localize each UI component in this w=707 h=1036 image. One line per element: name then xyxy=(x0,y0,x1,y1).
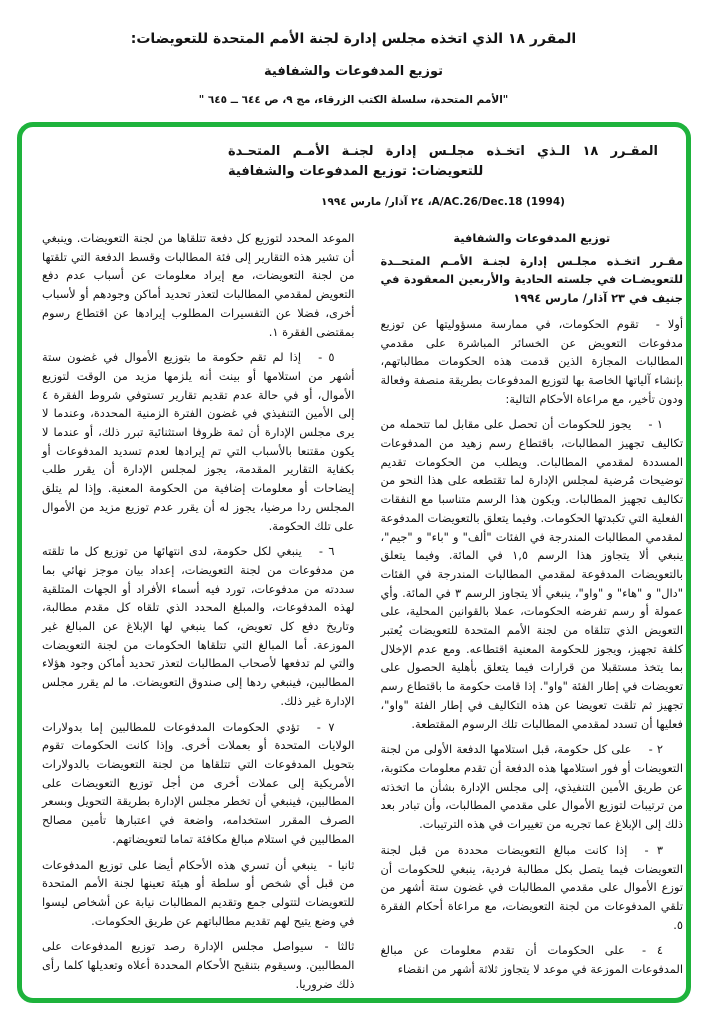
paragraph-text: سيواصل مجلس الإدارة رصد توزيع المدفوعات على المطالبين. وسيقوم بتنقيح الأحكام المحددة أعلاه وتعديلها كلما رأى ذلك ضروريا. xyxy=(42,939,355,991)
section-heading: توزيع المدفوعات والشفافية xyxy=(453,231,611,245)
paragraph-7 xyxy=(42,718,354,849)
paragraph-1 xyxy=(380,415,683,733)
paragraph-text: يجوز للحكومات أن تحصل على مقابل لما تتحمله من تكاليف تجهيز المطالبات، باقتطاع رسم زهيد من المدفوعات المسددة لمقدمي المطالبات. ويطلب من الحكومات تقديم توضيحات مُرضية لمجلس الإدارة لما تقتطعه على هذا النحو من تكاليف تجهيز المطالبات. ويكون هذا الرسم متناسبا مع النفقات الفعلية التي تكبدتها الحكومات. وفيما يتعلق بالتعويضات المدفوعة لمقدمي المطالبات المندرجة في الفئات "ألف" و "باء" و "جيم"، ينبغي ألا يتجاوز هذا الرسم ١,٥ في المائة. وفيما يتعلق بالتعويضات المدفوعة لمقدمي المطالبات المندرجة في الفئات "دال" و "هاء" و "واو"، ينبغي ألا يتجاوز الرسم ٣ في المائة. وأي عمولة أو رسم تفرضه الحكومات، عملا بالقوانين المحلية، على التعويض الذي تتلقاه من لجنة الأمم المتحدة للتعويضات يُعتبر كلفة تجهيز، ويجوز للحكومة المعنية اقتطاعه. ومع عدم الإخلال بما يتخذ مستقبلا من قرارات فيما يتعلق بأهلية الحصول على تعويضات في إطار الفئة "واو". إذا قامت حكومة ما باقتطاع رسم تجهيز ثم تلقت تعويضا عن هذه التكاليف في إطار الفئة "واو"، فعليها أن تسدد لمقدمي المطالبات تلك الرسوم المقتطعة. xyxy=(380,417,683,731)
document-reference: A/AC.26/Dec.18 (1994)، ٢٤ آذار/ مارس ١٩٩٤ xyxy=(321,196,565,208)
paragraph-number: ٦ - xyxy=(318,544,335,559)
paragraph-number: ١ - xyxy=(648,417,663,432)
paragraph-text: تقوم الحكومات، في ممارسة مسؤوليتها عن توزيع مدفوعات التعويض عن الخسائر المباشرة على مقدمي المطالبات المجازة الذين قدمت هذه الحكومات مطالباتهم، بإنشاء آلياتها الخاصة بها لتوزيع المدفوعات بطريقة منصفة وفعالة ودون تأخير، مع مراعاة الأحكام التالية: xyxy=(380,316,683,406)
paragraph-third xyxy=(42,937,354,993)
paragraph-number: ثانيا - xyxy=(328,857,355,872)
document-columns xyxy=(22,229,686,1000)
page-title: المقرر ١٨ الذي اتخذه مجلس إدارة لجنة الأمم المتحدة للتعويضات: xyxy=(130,31,577,47)
paragraph-text: ينبغي أن تسري هذه الأحكام أيضا على توزيع المدفوعات من قبل أي شخص أو سلطة أو هيئة تعينها لجنة الأمم المتحدة للتعويضات لتتولى جمع وتقديم المطالبات نيابة عن أشخاص ليسوا في وضع يتيح لهم تقديم مطالباتهم عن طريق الحكومات. xyxy=(42,857,355,928)
paragraph-number: ٣ - xyxy=(644,842,663,857)
paragraph-text: على كل حكومة، قبل استلامها الدفعة الأولى من لجنة التعويضات أو فور استلامها هذه الدفعة أن تقدم معلومات مكتوبة، عن طريق الأمين التنفيذي، إلى مجلس الإدارة بشأن ما اتخذته من ترتيبات لتوزيع الأموال على مقدمي المطالبات، وأن تبادر بعد ذلك إلى الإبلاغ عما تجريه من تغييرات في هذه الترتيبات. xyxy=(380,742,683,832)
preamble-paragraph: مقـرر اتخـذه مجلـس إدارة لجنـة الأمـم المتحــدة للتعويضـات في جلسته الحادية والأربعين المعقودة في جنيف في ٢٣ آذار/ مارس ١٩٩٤ xyxy=(380,253,683,306)
paragraph-4 xyxy=(380,941,683,978)
paragraph-second xyxy=(42,856,354,931)
paragraph-text: على الحكومات أن تقدم معلومات عن مبالغ المدفوعات الموزعة في موعد لا يتجاوز ثلاثة أشهر من انقضاء xyxy=(380,943,683,977)
document-title-line1: المقـرر ١٨ الـذي اتخـذه مجلـس إدارة لجنـة الأمـم المتحـدة xyxy=(228,144,658,159)
paragraph-5 xyxy=(42,348,354,535)
paragraph-number: ٤ - xyxy=(641,943,663,958)
paragraph-2 xyxy=(380,740,683,834)
paragraph-number: ثالثا - xyxy=(324,939,355,954)
paragraph-3 xyxy=(380,841,683,935)
paragraph-text: إذا لم تقم حكومة ما بتوزيع الأموال في غضون ستة أشهر من استلامها أو بينت أنه يلزمها مزيد من الوقت لتوزيع الأموال، أو في حالة عدم تقديم تقارير تستوفي شروط الفقرة ٤ إلى الأمين التنفيذي في غضون الفترة الزمنية المحددة، وعندما لا يرى مجلس الإدارة أن ثمة ظروفا استثنائية تبرر ذلك، أو عندما لا يكون مقتنعا بالأسباب التي تم إيرادها لعدم تسديد المدفوعات أو بكفاية التقارير المقدمة، يجوز لمجلس الإدارة أن يقرر طلب إيضاحات أو معلومات إضافية من الحكومة المعنية. وإذا لم يتلق المجلس ردا مرضيا، يجوز له أن يقرر عدم توزيع مزيد من الأموال على تلك الحكومة. xyxy=(42,350,355,533)
page-subtitle: توزيع المدفوعات والشفافية xyxy=(264,64,443,79)
paragraph-text: تؤدي الحكومات المدفوعات للمطالبين إما بدولارات الولايات المتحدة أو بعملات أخرى. وإذا كانت الحكومات تقوم بتحويل المدفوعات التي تتلقاها من لجنة التعويضات بالدولارات الأمريكية إلى عملات أخرى من أجل توزيع التعويضات على المطالبين، فينبغي أن تخطر مجلس الإدارة بطريقة التحويل وبسعر الصرف المقرر استخدامه، واضعة في اعتبارها تأمين مصالح المطالبين في استلام مبالغ مكافئة تماما لتعويضاتهم. xyxy=(42,719,355,846)
paragraph-number: ٢ - xyxy=(648,742,663,757)
document-header xyxy=(228,143,658,208)
paragraph-6 xyxy=(42,542,354,710)
document-title-line2: للتعويضات: توزيع المدفوعات والشفافية xyxy=(228,164,484,179)
paragraph-text: ينبغي لكل حكومة، لدى انتهائها من توزيع كل ما تلقته من مدفوعات من لجنة التعويضات، إعداد بيان موجز نهائي بما سددته من مدفوعات، تورد فيه أسماء الأفراد أو الجهات المتلقية لهذه المدفوعات، والمبلغ المحدد الذي تلقاه كل مقدم مطالبة، وتاريخ دفع كل تعويض، كما ينبغي لها الإبلاغ عن المبالغ غير الموزعة. أما المبالغ التي تتلقاها الحكومات من لجنة التعويضات والتي لم تدفعها لأصحاب المطالبات لتعذر تحديد أماكن وجود هؤلاء المطالبين، فينبغي ردها إلى صندوق التعويضات. ما لم يقرر مجلس الإدارة غير ذلك. xyxy=(42,544,355,708)
continuation-paragraph: الموعد المحدد لتوزيع كل دفعة تتلقاها من لجنة التعويضات. وينبغي أن تشير هذه التقارير إلى فئة المطالبات وقسط الدفعة التي تلقتها من لجنة التعويضات، مع إيراد معلومات عن أسباب عدم دفع التعويض لمقدمي المطالبات لتعذر تحديد أماكن وجودهم أو لأسباب أخرى، فضلا عن التفسيرات المطلوب إيرادها عن اقتطاع رسوم بمقتضى الفقرة ١. xyxy=(42,231,355,339)
paragraph-number: ٧ - xyxy=(316,719,335,734)
paragraph-first xyxy=(380,315,683,409)
document-frame xyxy=(17,122,691,1003)
column-right xyxy=(380,229,683,1000)
page-header xyxy=(0,0,707,107)
page-source-citation: "الأمم المتحدة، سلسلة الكتب الزرقاء، مج ٩، ص ٦٤٤ ــ ٦٤٥ " xyxy=(198,94,509,106)
paragraph-number: ٥ - xyxy=(318,350,335,365)
column-left xyxy=(42,229,354,1000)
paragraph-number: أولا - xyxy=(655,316,683,331)
paragraph-text: إذا كانت مبالغ التعويضات محددة من قبل لجنة التعويضات فيما يتصل بكل مطالبة فردية، ينبغي للحكومات أن توزع الأموال على مقدمي المطالبات في غضون ستة أشهر من تلقي المدفوعات من لجنة التعويضات، مع مراعاة أحكام الفقرة ٥. xyxy=(380,842,683,932)
